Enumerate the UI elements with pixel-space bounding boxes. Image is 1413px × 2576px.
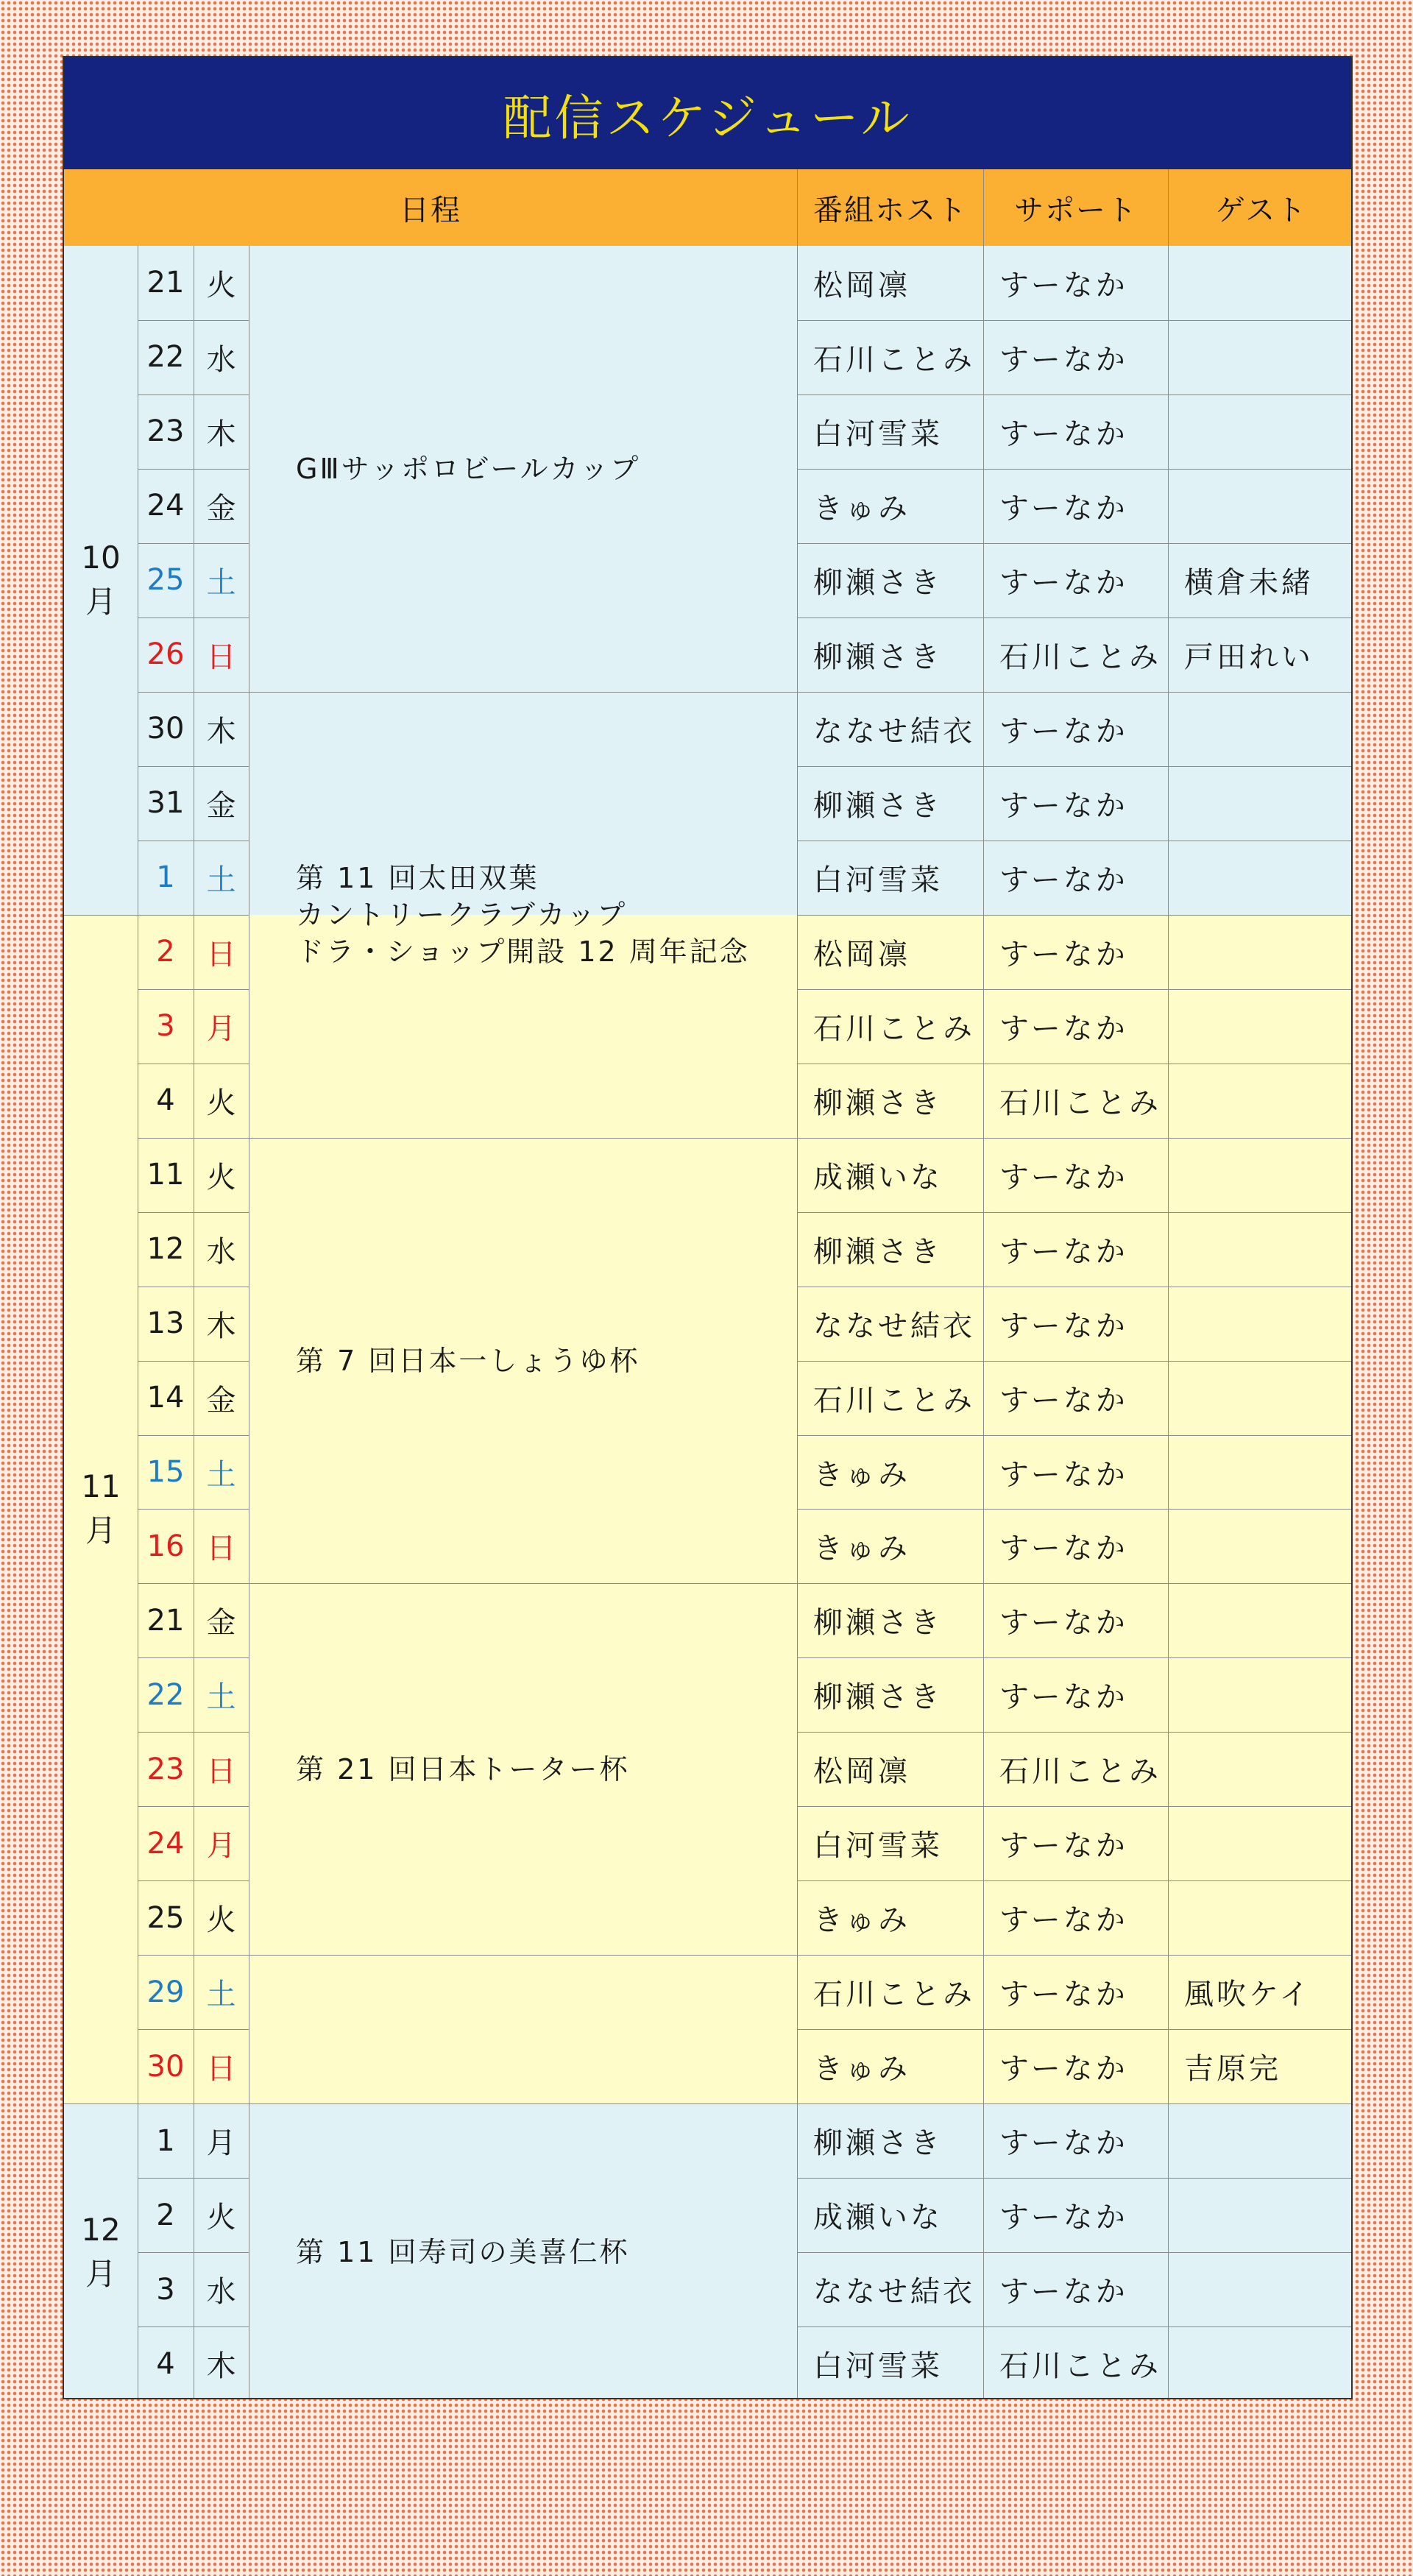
guest-name — [1168, 1361, 1353, 1435]
guest-name: 吉原完 — [1184, 2052, 1281, 2087]
header-schedule: 日程 — [400, 193, 461, 227]
day-of-week: 日 — [206, 2052, 236, 2087]
day-number: 25 — [146, 563, 185, 598]
host-name: 柳瀬さき — [813, 565, 943, 600]
day-of-week: 日 — [206, 640, 236, 674]
schedule-grid — [64, 246, 1351, 2399]
day-of-week: 月 — [206, 1829, 236, 1864]
column-divider — [797, 246, 798, 2399]
row-divider — [797, 1955, 1353, 1956]
guest-name — [1168, 692, 1353, 766]
host-name: きゅみ — [813, 1532, 910, 1566]
guest-name — [1168, 1435, 1353, 1510]
host-name: 石川ことみ — [813, 342, 975, 377]
event-divider — [249, 692, 797, 693]
row-divider — [797, 1657, 1353, 1658]
support-name: すーなか — [999, 1680, 1128, 1715]
support-name: 石川ことみ — [999, 1755, 1161, 1789]
row-divider — [797, 1880, 1353, 1881]
day-number: 26 — [146, 637, 185, 672]
host-name: ななせ結衣 — [813, 714, 975, 749]
support-name: すーなか — [999, 565, 1128, 600]
support-name: すーなか — [999, 342, 1128, 377]
day-number: 21 — [146, 1603, 185, 1638]
day-of-week: 土 — [206, 1457, 236, 1492]
guest-name — [1168, 1583, 1353, 1657]
day-of-week: 日 — [206, 1755, 236, 1789]
day-of-week: 月 — [206, 1011, 236, 1046]
header-guest: ゲスト — [1168, 169, 1353, 246]
support-name: すーなか — [999, 1829, 1128, 1864]
row-divider — [797, 1732, 1353, 1733]
row-divider — [797, 2252, 1353, 2253]
guest-name — [1168, 1880, 1353, 1955]
day-number: 23 — [146, 414, 185, 449]
day-number: 11 — [146, 1158, 185, 1192]
host-name: 柳瀬さき — [813, 1234, 943, 1269]
day-of-week: 日 — [206, 937, 236, 972]
event-divider — [249, 2103, 797, 2104]
host-name: 松岡凛 — [813, 268, 910, 302]
host-name: きゅみ — [813, 2052, 910, 2087]
month-label: 10 月 — [81, 539, 121, 620]
day-number: 24 — [146, 1826, 185, 1861]
day-number: 31 — [146, 786, 185, 821]
support-name: すーなか — [999, 1532, 1128, 1566]
row-divider — [797, 469, 1353, 470]
day-number: 12 — [146, 1232, 185, 1267]
support-name: 石川ことみ — [999, 2349, 1161, 2384]
guest-name — [1168, 1212, 1353, 1287]
day-of-week: 金 — [206, 788, 236, 823]
host-name: きゅみ — [813, 1903, 910, 1938]
support-name: すーなか — [999, 714, 1128, 749]
support-name: すーなか — [999, 1234, 1128, 1269]
day-of-week: 木 — [206, 714, 236, 749]
event-name: 第 21 回日本トーター杯 — [296, 1752, 630, 1786]
row-divider — [797, 2178, 1353, 2179]
support-name: すーなか — [999, 2052, 1128, 2087]
row-divider — [797, 320, 1353, 321]
month-label: 12 月 — [81, 2212, 121, 2293]
guest-name — [1168, 1657, 1353, 1732]
host-name: ななせ結衣 — [813, 2275, 975, 2310]
host-name: 柳瀬さき — [813, 788, 943, 823]
day-number: 3 — [156, 1009, 175, 1044]
day-number: 16 — [146, 1529, 185, 1563]
event-name: 第 11 回太田双葉 カントリークラブカップ ドラ・ショップ開設 12 周年記念 — [296, 861, 750, 968]
guest-name — [1168, 915, 1353, 989]
day-of-week: 金 — [206, 1606, 236, 1641]
row-divider — [797, 2326, 1353, 2327]
event-divider — [249, 1138, 797, 1139]
host-name: 柳瀬さき — [813, 1680, 943, 1715]
host-name: 白河雪菜 — [813, 2349, 943, 2384]
row-divider — [797, 989, 1353, 990]
header-host: 番組ホスト — [797, 169, 983, 246]
support-name: すーなか — [999, 937, 1128, 972]
support-name: すーなか — [999, 2201, 1128, 2235]
host-name: 成瀬いな — [813, 2201, 943, 2235]
host-name: 石川ことみ — [813, 1011, 975, 1046]
guest-name — [1168, 1806, 1353, 1880]
guest-name — [1168, 320, 1353, 394]
day-number: 1 — [156, 860, 175, 895]
event-divider — [249, 1583, 797, 1584]
support-name: すーなか — [999, 2126, 1128, 2161]
day-number: 30 — [146, 712, 185, 746]
day-of-week: 木 — [206, 1309, 236, 1343]
support-name: すーなか — [999, 1383, 1128, 1418]
day-of-week: 水 — [206, 2275, 236, 2310]
day-of-week: 水 — [206, 1234, 236, 1269]
support-name: すーなか — [999, 417, 1128, 451]
event-name: GⅢサッポロビールカップ — [296, 452, 641, 485]
guest-name — [1168, 1287, 1353, 1361]
support-name: すーなか — [999, 1309, 1128, 1343]
table-header — [64, 169, 1351, 247]
day-number: 22 — [146, 1677, 185, 1712]
guest-name — [1168, 2252, 1353, 2326]
day-number: 2 — [156, 2198, 175, 2232]
page-title: 配信スケジュール — [64, 57, 1351, 169]
row-divider — [797, 1806, 1353, 1807]
row-divider — [797, 1509, 1353, 1510]
day-number: 3 — [156, 2272, 175, 2307]
column-divider — [983, 246, 984, 2399]
row-divider — [797, 394, 1353, 395]
event-divider — [249, 1955, 797, 1956]
month-divider — [64, 915, 138, 916]
month-label: 11 月 — [81, 1468, 121, 1549]
support-name: すーなか — [999, 788, 1128, 823]
guest-name — [1168, 2103, 1353, 2178]
host-name: 白河雪菜 — [813, 1829, 943, 1864]
guest-name — [1168, 1509, 1353, 1583]
day-of-week: 火 — [206, 2201, 236, 2235]
day-number: 2 — [156, 935, 175, 969]
day-of-week: 木 — [206, 2349, 236, 2384]
row-divider — [797, 692, 1353, 693]
guest-name — [1168, 2178, 1353, 2252]
day-of-week: 火 — [206, 1160, 236, 1195]
support-name: すーなか — [999, 1978, 1128, 2012]
column-divider — [1168, 246, 1169, 2399]
day-of-week: 火 — [206, 1903, 236, 1938]
header-support: サポート — [983, 169, 1168, 246]
host-name: 成瀬いな — [813, 1160, 943, 1195]
guest-name — [1168, 1064, 1353, 1138]
host-name: 柳瀬さき — [813, 640, 943, 674]
guest-name — [1168, 766, 1353, 841]
day-number: 1 — [156, 2123, 175, 2158]
row-divider — [797, 766, 1353, 767]
guest-name — [1168, 394, 1353, 469]
support-name: すーなか — [999, 1903, 1128, 1938]
guest-name — [1168, 1138, 1353, 1212]
day-of-week: 土 — [206, 565, 236, 600]
row-divider — [797, 1361, 1353, 1362]
host-name: 白河雪菜 — [813, 417, 943, 451]
day-number: 29 — [146, 1975, 185, 2009]
host-name: 石川ことみ — [813, 1383, 975, 1418]
schedule-table — [63, 56, 1353, 2399]
support-name: すーなか — [999, 1011, 1128, 1046]
support-name: すーなか — [999, 2275, 1128, 2310]
day-of-week: 土 — [206, 1680, 236, 1715]
host-name: 松岡凛 — [813, 1755, 910, 1789]
support-name: すーなか — [999, 1606, 1128, 1641]
support-name: すーなか — [999, 268, 1128, 302]
day-of-week: 火 — [206, 268, 236, 302]
host-name: 柳瀬さき — [813, 2126, 943, 2161]
guest-name — [1168, 841, 1353, 915]
day-number: 23 — [146, 1752, 185, 1786]
day-of-week: 日 — [206, 1532, 236, 1566]
guest-name — [1168, 2326, 1353, 2399]
support-name: すーなか — [999, 1457, 1128, 1492]
day-of-week: 月 — [206, 2126, 236, 2161]
guest-name — [1168, 1732, 1353, 1806]
host-name: ななせ結衣 — [813, 1309, 975, 1343]
support-name: すーなか — [999, 491, 1128, 526]
day-number: 22 — [146, 340, 185, 375]
day-number: 21 — [146, 266, 185, 300]
day-number: 13 — [146, 1306, 185, 1341]
row-divider — [797, 2029, 1353, 2030]
event-name: 第 7 回日本一しょうゆ杯 — [296, 1344, 640, 1377]
host-name: きゅみ — [813, 491, 910, 526]
guest-name — [1168, 989, 1353, 1064]
day-of-week: 土 — [206, 863, 236, 897]
host-name: 松岡凛 — [813, 937, 910, 972]
row-divider — [797, 1212, 1353, 1213]
host-name: 柳瀬さき — [813, 1606, 943, 1641]
day-of-week: 金 — [206, 491, 236, 526]
guest-name: 風吹ケイ — [1184, 1978, 1312, 2012]
day-number: 4 — [156, 1083, 175, 1118]
row-divider — [797, 1583, 1353, 1584]
row-divider — [797, 915, 1353, 916]
event-name — [249, 1955, 797, 2103]
day-of-week: 木 — [206, 417, 236, 451]
guest-name — [1168, 469, 1353, 543]
day-number: 30 — [146, 2049, 185, 2084]
day-number: 24 — [146, 489, 185, 523]
host-name: 白河雪菜 — [813, 863, 943, 897]
row-divider — [797, 1138, 1353, 1139]
row-divider — [797, 543, 1353, 544]
guest-name: 横倉未緒 — [1184, 565, 1314, 600]
day-of-week: 水 — [206, 342, 236, 377]
day-number: 14 — [146, 1381, 185, 1415]
support-name: すーなか — [999, 1160, 1128, 1195]
support-name: 石川ことみ — [999, 640, 1161, 674]
day-of-week: 火 — [206, 1086, 236, 1120]
host-name: 石川ことみ — [813, 1978, 975, 2012]
host-name: 柳瀬さき — [813, 1086, 943, 1120]
row-divider — [797, 1435, 1353, 1436]
day-of-week: 金 — [206, 1383, 236, 1418]
guest-name — [1168, 246, 1353, 320]
day-number: 4 — [156, 2346, 175, 2381]
row-divider — [797, 2103, 1353, 2104]
support-name: 石川ことみ — [999, 1086, 1161, 1120]
support-name: すーなか — [999, 863, 1128, 897]
host-name: きゅみ — [813, 1457, 910, 1492]
day-number: 25 — [146, 1900, 185, 1935]
guest-name: 戸田れい — [1184, 640, 1314, 674]
event-name: 第 11 回寿司の美喜仁杯 — [296, 2236, 630, 2269]
day-of-week: 土 — [206, 1978, 236, 2012]
month-divider — [64, 2103, 138, 2104]
day-number: 15 — [146, 1455, 185, 1489]
